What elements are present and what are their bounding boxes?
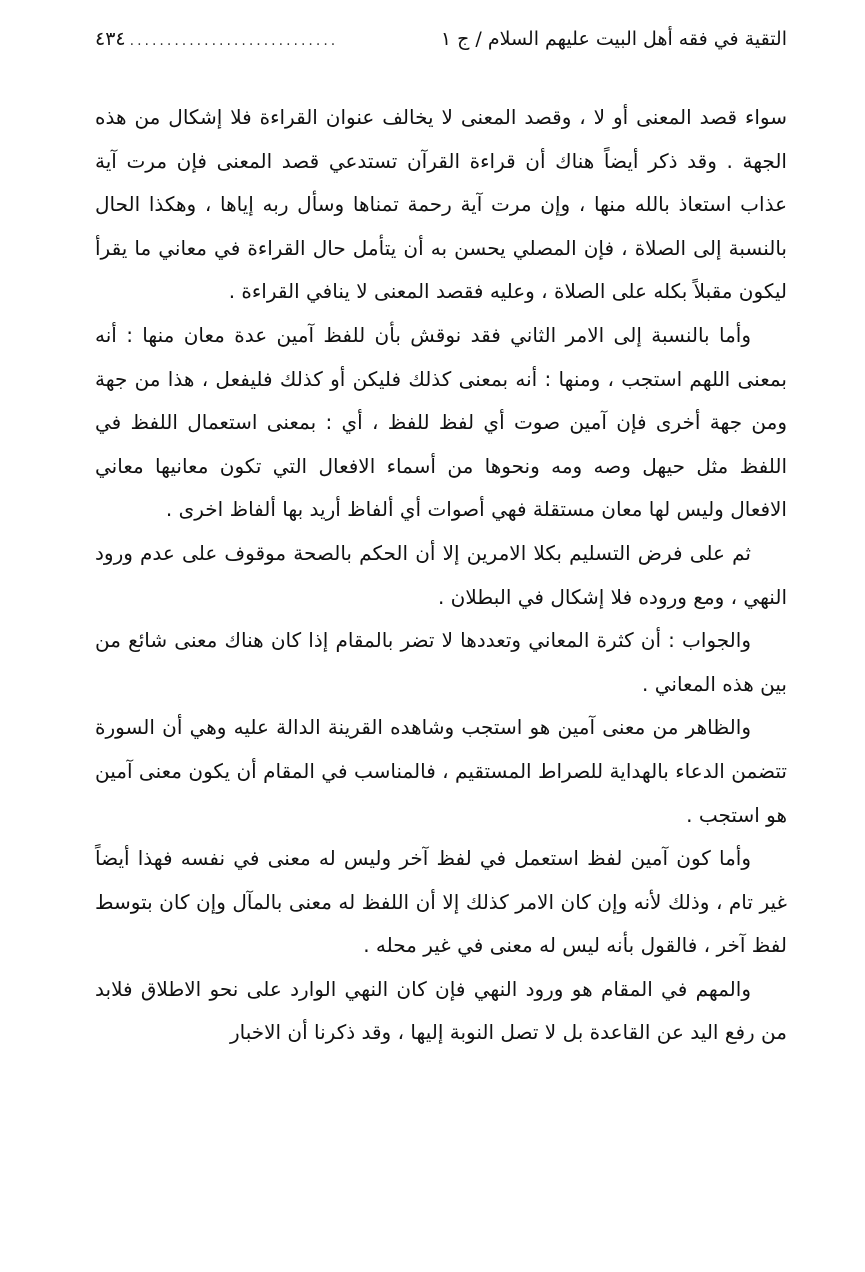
paragraph-2: وأما بالنسبة إلى الامر الثاني فقد نوقش بأن للفظ آمين عدة معان منها : أنه بمعنى اللهم استجب ، ومنها : أنه بمعنى كذلك فليكن أو كذلك فليفعل ، هذا من جهة ومن جهة أخرى فإن آمين صوت أي لفظ للفظ ، أي : بمعنى استعمال اللفظ في اللفظ مثل حيهل وصه ومه ونحوها من أسماء الافعال التي تكون معانيها معاني الافعال وليس لها معان مستقلة فهي أصوات أي ألفاظ أريد بها ألفاظ اخرى . <box>95 322 787 522</box>
paragraph-7: والمهم في المقام هو ورود النهي فإن كان النهي الوارد على نحو الاطلاق فلابد من رفع اليد عن القاعدة بل لا تصل النوبة إليها ، وقد ذكرنا أن الاخبار <box>95 976 787 1045</box>
paragraph-5: والظاهر من معنى آمين هو استجب وشاهده القرينة الدالة عليه وهي أن السورة تتضمن الدعاء بالهداية للصراط المستقيم ، فالمناسب في المقام أن يكون معنى آمين هو استجب . <box>95 715 787 827</box>
paragraph-3: ثم على فرض التسليم بكلا الامرين إلا أن الحكم بالصحة موقوف على عدم ورود النهي ، ومع وروده فلا إشكال في البطلان . <box>95 540 787 609</box>
book-page <box>95 28 787 1055</box>
page-body <box>95 96 787 1055</box>
page-number: ٤٣٤ <box>95 28 126 50</box>
running-header <box>95 28 787 64</box>
paragraph-1: سواء قصد المعنى أو لا ، وقصد المعنى لا يخالف عنوان القراءة فلا إشكال من هذه الجهة . وقد ذكر أيضاً هناك أن قراءة القرآن تستدعي قصد المعنى فإن مرت آية عذاب استعاذ بالله منها ، وإن مرت آية رحمة تمناها وسأل ربه إياها ، وهكذا الحال بالنسبة إلى الصلاة ، فإن المصلي يحسن به أن يتأمل حال القراءة في معاني ما يقرأ ليكون مقبلاً بكله على الصلاة ، وعليه فقصد المعنى لا ينافي القراءة . <box>95 105 787 304</box>
paragraph-6: وأما كون آمين لفظ استعمل في لفظ آخر وليس له معنى في نفسه فهذا أيضاً غير تام ، وذلك لأنه وإن كان الامر كذلك إلا أن اللفظ له معنى بالمآل وإن كان بتوسط لفظ آخر ، فالقول بأنه ليس له معنى في غير محله . <box>95 846 787 958</box>
running-title: التقية في فقه أهل البيت عليهم السلام / ج ١ <box>440 28 787 50</box>
dot-leader: ............................ <box>129 33 339 49</box>
paragraph-4: والجواب : أن كثرة المعاني وتعددها لا تضر بالمقام إذا كان هناك معنى شائع من بين هذه المعاني . <box>95 628 787 696</box>
